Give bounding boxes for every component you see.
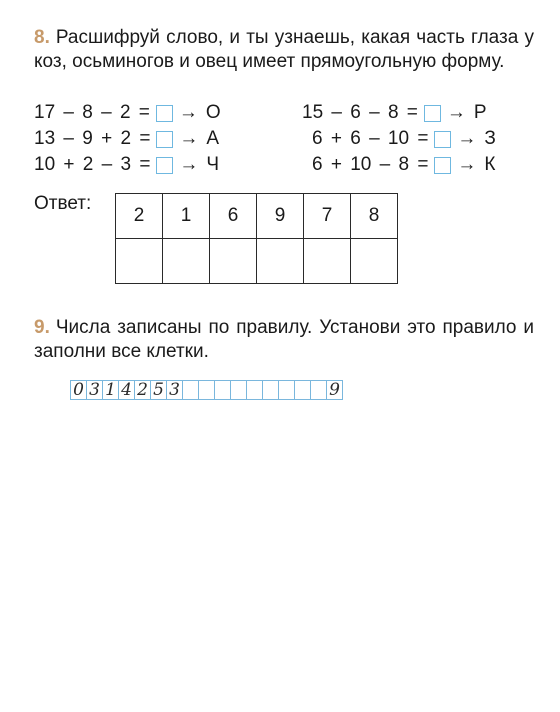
sequence-cell[interactable] xyxy=(311,380,327,400)
answer-letter-cell[interactable] xyxy=(351,239,398,284)
equation-row xyxy=(302,100,487,126)
equation-expression: 6 + 10 – 8 = xyxy=(312,154,429,175)
answer-box[interactable] xyxy=(156,157,173,174)
equation-letter: З xyxy=(484,128,496,149)
number-sequence-grid xyxy=(70,380,343,400)
answer-box[interactable] xyxy=(434,157,451,174)
equation-row xyxy=(34,152,219,178)
sequence-cell: 5 xyxy=(151,380,167,400)
equation-letter: О xyxy=(205,102,221,123)
sequence-cell: 2 xyxy=(135,380,151,400)
answer-letter-cell[interactable] xyxy=(304,239,351,284)
task-9-instructions: Числа записаны по правилу. Установи это правило и заполни все клетки. xyxy=(34,317,534,362)
equation-letter: А xyxy=(206,128,220,149)
equation-expression: 13 – 9 + 2 = xyxy=(34,128,151,149)
answer-letter-cell[interactable] xyxy=(116,239,163,284)
sequence-cell[interactable] xyxy=(295,380,311,400)
sequence-cell[interactable] xyxy=(231,380,247,400)
equation-letter: Р xyxy=(473,102,487,123)
answer-label: Ответ: xyxy=(34,193,92,214)
equation-expression: 10 + 2 – 3 = xyxy=(34,154,151,175)
arrow-icon: → xyxy=(178,102,198,123)
equation-expression: 6 + 6 – 10 = xyxy=(312,128,429,149)
equation-grid xyxy=(34,100,534,180)
sequence-cell: 3 xyxy=(87,380,103,400)
answer-number-cell: 1 xyxy=(163,194,210,239)
task-8-instructions: Расшифруй слово, и ты узнаешь, какая часть глаза у коз, осьминогов и овец имеет прямоугольную форму. xyxy=(34,27,534,72)
arrow-icon: → xyxy=(179,154,199,175)
arrow-icon: → xyxy=(179,128,199,149)
answer-table xyxy=(115,193,398,284)
task-9 xyxy=(34,316,534,364)
answer-letter-cell[interactable] xyxy=(210,239,257,284)
answer-number-cell: 2 xyxy=(116,194,163,239)
equation-row xyxy=(34,100,221,126)
equation-expression: 15 – 6 – 8 = xyxy=(302,102,418,123)
equation-expression: 17 – 8 – 2 = xyxy=(34,102,150,123)
answer-number-cell: 6 xyxy=(210,194,257,239)
answer-box[interactable] xyxy=(434,131,451,148)
sequence-cell: 0 xyxy=(70,380,87,400)
equation-row xyxy=(312,126,496,152)
sequence-cell: 1 xyxy=(103,380,119,400)
arrow-icon: → xyxy=(457,128,477,149)
answer-numbers-row xyxy=(116,194,398,239)
answer-letter-cell[interactable] xyxy=(257,239,304,284)
answer-number-cell: 9 xyxy=(257,194,304,239)
task-9-text xyxy=(34,316,534,364)
task-8 xyxy=(34,26,534,74)
sequence-cell[interactable] xyxy=(183,380,199,400)
answer-letter-cell[interactable] xyxy=(163,239,210,284)
sequence-cell[interactable] xyxy=(247,380,263,400)
sequence-cell: 3 xyxy=(167,380,183,400)
answer-box[interactable] xyxy=(424,105,441,122)
sequence-cell: 4 xyxy=(119,380,135,400)
equation-letter: К xyxy=(484,154,496,175)
answer-number-cell: 8 xyxy=(351,194,398,239)
arrow-icon: → xyxy=(446,102,466,123)
answer-letters-row xyxy=(116,239,398,284)
answer-box[interactable] xyxy=(156,131,173,148)
sequence-cell[interactable] xyxy=(263,380,279,400)
answer-number-cell: 7 xyxy=(304,194,351,239)
task-9-number: 9. xyxy=(34,317,50,338)
answer-box[interactable] xyxy=(156,105,173,122)
sequence-cell[interactable] xyxy=(215,380,231,400)
equation-row xyxy=(312,152,496,178)
equation-row xyxy=(34,126,219,152)
sequence-cell[interactable] xyxy=(199,380,215,400)
sequence-cell[interactable] xyxy=(279,380,295,400)
task-8-number: 8. xyxy=(34,27,50,48)
sequence-cell: 9 xyxy=(327,380,343,400)
arrow-icon: → xyxy=(457,154,477,175)
equation-letter: Ч xyxy=(206,154,220,175)
task-8-text xyxy=(34,26,534,74)
